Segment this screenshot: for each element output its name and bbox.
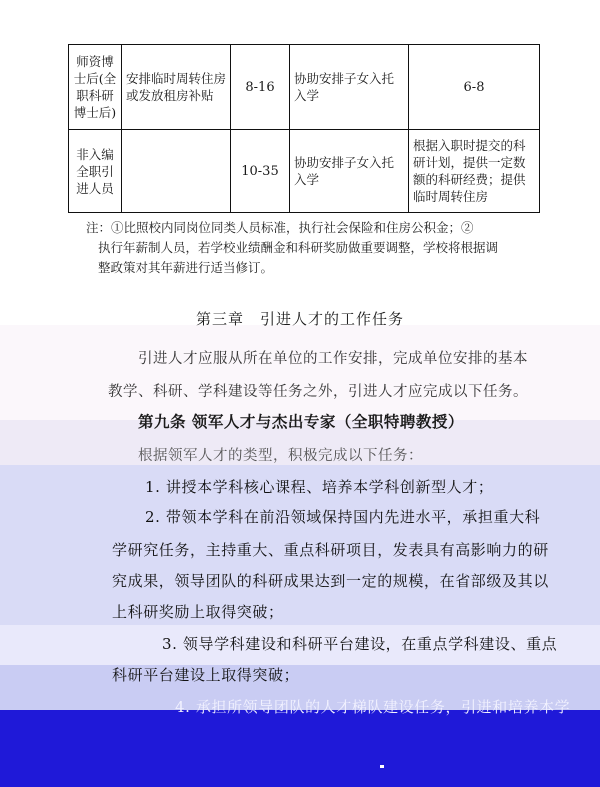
intro-paragraph: 引进人才应服从所在单位的工作安排，完成单位安排的基本	[138, 351, 528, 367]
table-note: 执行年薪制人员，若学校业绩酬金和科研奖励做重要调整，学校将根据调	[98, 240, 499, 255]
list-item: 3. 领导学科建设和科研平台建设，在重点学科建设、重点	[162, 635, 558, 653]
scan-band	[0, 710, 600, 787]
table-cell-housing	[122, 130, 231, 213]
table-cell-other: 根据入职时提交的科研计划，提供一定数额的科研经费；提供临时周转住房	[409, 130, 540, 213]
list-item-continuation: 科研平台建设上取得突破；	[112, 666, 300, 684]
benefits-table	[68, 44, 540, 213]
table-note: 整政策对其年薪进行适当修订。	[98, 260, 274, 275]
intro-paragraph: 教学、科研、学科建设等任务之外，引进人才应完成以下任务。	[108, 384, 528, 400]
scan-speck	[380, 765, 384, 768]
table-cell-category: 非入编全职引进人员	[69, 130, 122, 213]
table-cell-other: 6-8	[409, 45, 540, 130]
table-cell-range: 10-35	[231, 130, 290, 213]
table-cell-children: 协助安排子女入托入学	[290, 130, 409, 213]
list-item-continuation: 究成果，领导团队的科研成果达到一定的规模，在省部级及其以	[112, 572, 549, 590]
table-cell-housing: 安排临时周转住房或发放租房补贴	[122, 45, 231, 130]
table-row	[69, 45, 540, 130]
list-item: 1. 讲授本学科核心课程、培养本学科创新型人才；	[145, 478, 494, 496]
table-cell-range: 8-16	[231, 45, 290, 130]
list-item: 2. 带领本学科在前沿领域保持国内先进水平，承担重大科	[145, 508, 541, 526]
scan-band	[0, 325, 600, 420]
list-item: 4. 承担所领导团队的人才梯队建设任务，引进和培养本学	[175, 698, 571, 716]
article-lead: 根据领军人才的类型，积极完成以下任务：	[138, 448, 423, 464]
table-note: 注：①比照校内同岗位同类人员标准，执行社会保险和住房公积金；②	[86, 220, 474, 235]
list-item-continuation: 学研究任务，主持重大、重点科研项目，发表具有高影响力的研	[112, 541, 549, 559]
table-cell-children: 协助安排子女入托入学	[290, 45, 409, 130]
list-item-continuation: 上科研奖励上取得突破；	[112, 603, 284, 621]
table-row	[69, 130, 540, 213]
table-cell-category: 师资博士后(全职科研博士后)	[69, 45, 122, 130]
article-heading: 第九条 领军人才与杰出专家（全职特聘教授）	[138, 412, 464, 431]
chapter-heading: 第三章 引进人才的工作任务	[195, 310, 404, 328]
